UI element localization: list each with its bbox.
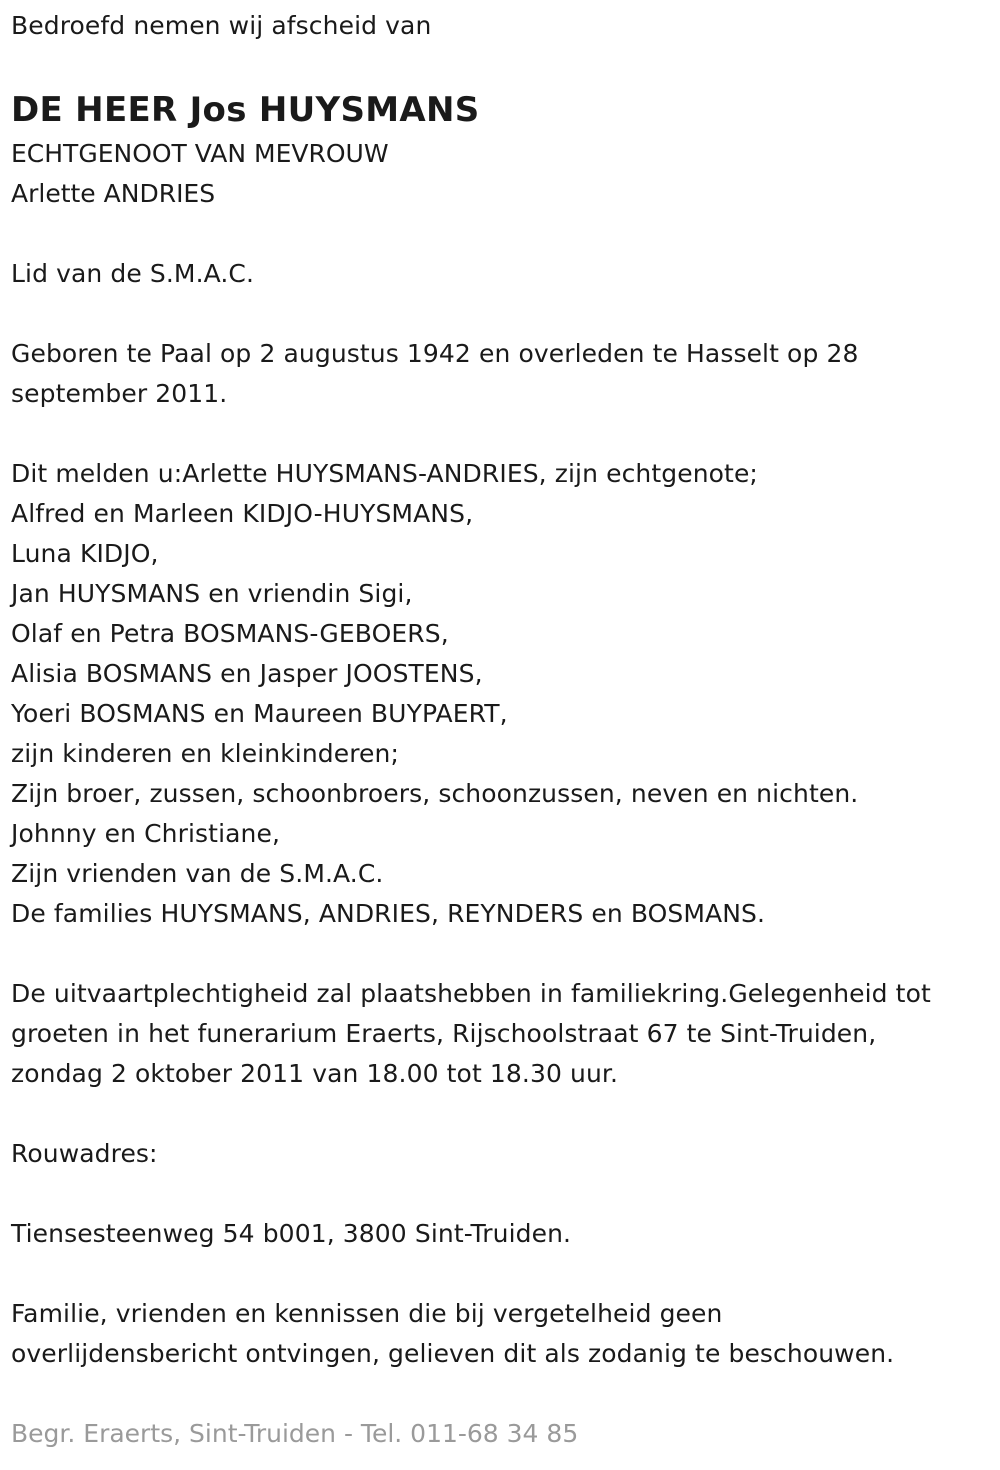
- announcer-line: Jan HUYSMANS en vriendin Sigi,: [11, 579, 413, 608]
- spacer: [11, 294, 991, 334]
- announcer-line: Luna KIDJO,: [11, 539, 159, 568]
- membership-text: Lid van de S.M.A.C.: [11, 259, 255, 288]
- paragraph-line: zondag 2 oktober 2011 van 18.00 tot 18.30 uur.: [11, 1059, 619, 1088]
- spacer: [11, 1254, 991, 1294]
- paragraph-line: groeten in het funerarium Eraerts, Rijschoolstraat 67 te Sint-Truiden,: [11, 1019, 877, 1048]
- announcers-list: [11, 454, 991, 934]
- paragraph-line: overlijdensbericht ontvingen, gelieven dit als zodanig te beschouwen.: [11, 1339, 895, 1368]
- paragraph-line: Familie, vrienden en kennissen die bij vergetelheid geen: [11, 1299, 723, 1328]
- spacer: [11, 1174, 991, 1214]
- address-label: Rouwadres:: [11, 1139, 158, 1168]
- closing-paragraph: [11, 1294, 991, 1374]
- paragraph-line: De uitvaartplechtigheid zal plaatshebben in familiekring.Gelegenheid tot: [11, 979, 931, 1008]
- announcer-line: Johnny en Christiane,: [11, 819, 281, 848]
- ceremony-paragraph: [11, 974, 991, 1094]
- announcer-line: Yoeri BOSMANS en Maureen BUYPAERT,: [11, 699, 508, 728]
- paragraph-line: Geboren te Paal op 2 augustus 1942 en overleden te Hasselt op 28: [11, 339, 859, 368]
- announcer-line: Zijn broer, zussen, schoonbroers, schoonzussen, neven en nichten.: [11, 779, 859, 808]
- funeral-director-footer: Begr. Eraerts, Sint-Truiden - Tel. 011-68 34 85: [11, 1419, 579, 1448]
- deceased-block: [11, 86, 991, 214]
- address-text: Tiensesteenweg 54 b001, 3800 Sint-Truiden.: [11, 1219, 572, 1248]
- announcer-line: Olaf en Petra BOSMANS-GEBOERS,: [11, 619, 449, 648]
- paragraph-line: september 2011.: [11, 379, 228, 408]
- spouse-label: ECHTGENOOT VAN MEVROUW: [11, 139, 389, 168]
- announcer-line: Dit melden u:Arlette HUYSMANS-ANDRIES, zijn echtgenote;: [11, 459, 758, 488]
- intro-text: Bedroefd nemen wij afscheid van: [11, 11, 432, 40]
- announcer-line: Alisia BOSMANS en Jasper JOOSTENS,: [11, 659, 483, 688]
- spacer: [11, 1094, 991, 1134]
- announcer-line: Zijn vrienden van de S.M.A.C.: [11, 859, 384, 888]
- announcer-line: De families HUYSMANS, ANDRIES, REYNDERS en BOSMANS.: [11, 899, 766, 928]
- birth-death-paragraph: [11, 334, 991, 414]
- deceased-name: DE HEER Jos HUYSMANS: [11, 90, 480, 130]
- spacer: [11, 934, 991, 974]
- announcer-line: zijn kinderen en kleinkinderen;: [11, 739, 399, 768]
- spacer: [11, 214, 991, 254]
- obituary-notice: [11, 6, 991, 1374]
- spacer: [11, 414, 991, 454]
- spouse-name: Arlette ANDRIES: [11, 179, 216, 208]
- announcer-line: Alfred en Marleen KIDJO-HUYSMANS,: [11, 499, 474, 528]
